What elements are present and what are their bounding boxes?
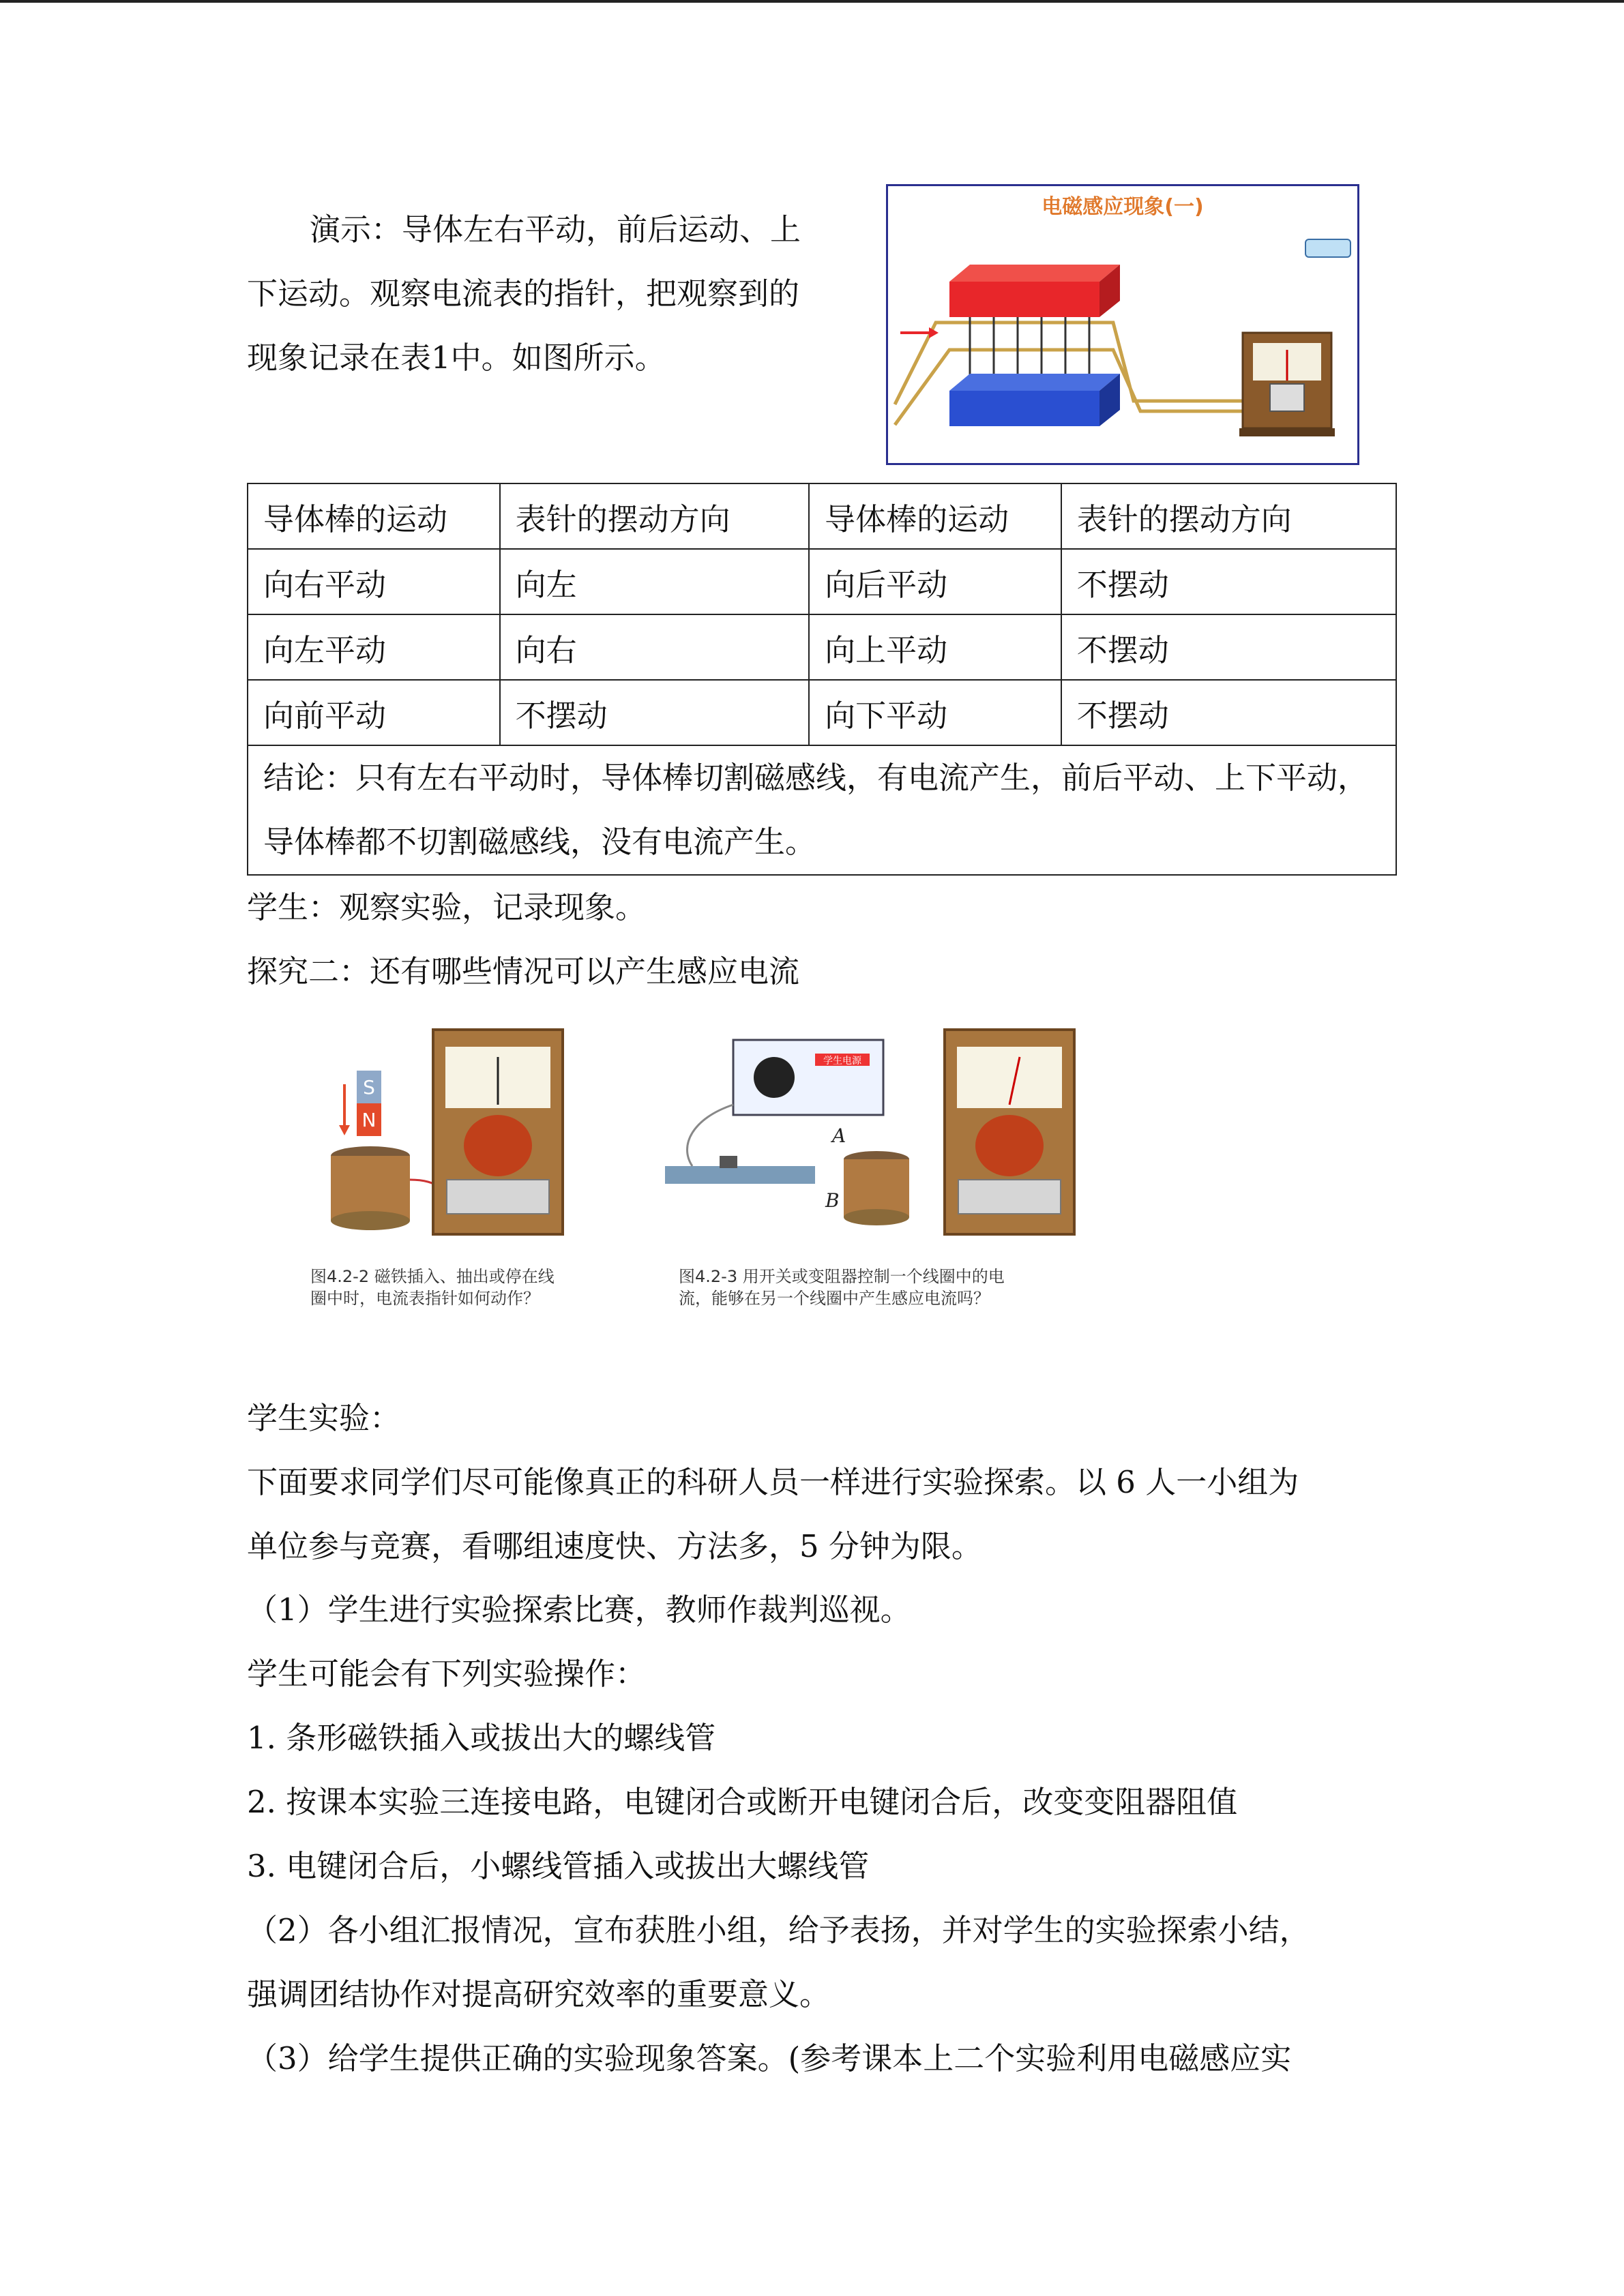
observation-table	[247, 483, 1397, 876]
demo-line-2: 下运动。观察电流表的指针，把观察到的	[247, 275, 800, 312]
caption-left-line2: 圈中时，电流表指针如何动作？	[310, 1289, 540, 1308]
power-dial-icon	[754, 1057, 795, 1098]
magnet-coil-experiment	[310, 1030, 563, 1308]
list-item-1: 1. 条形磁铁插入或拔出大的螺线管	[247, 1720, 716, 1756]
caption-left-line1: 图4.2-2 磁铁插入、抽出或停在线	[310, 1267, 555, 1286]
table-cell: 向下平动	[809, 680, 1061, 745]
paragraph-4: 学生可能会有下列实验操作：	[247, 1656, 647, 1692]
table-header-row	[248, 483, 1396, 549]
label-b: B	[825, 1189, 840, 1212]
list-item-3: 3. 电键闭合后，小螺线管插入或拔出大螺线管	[247, 1848, 870, 1884]
electromagnetic-induction-figure	[886, 184, 1359, 465]
experiment-figures	[310, 1023, 1088, 1309]
table-row	[248, 680, 1396, 745]
table-header-cell: 表针的摆动方向	[500, 483, 809, 549]
magnet-blue-block	[949, 391, 1099, 426]
experiment-illustrations	[310, 1023, 1088, 1309]
page-top-border	[0, 0, 1624, 3]
caption-right-line1: 图4.2-3 用开关或变阻器控制一个线圈中的电	[679, 1267, 1005, 1286]
table-cell: 不摆动	[1061, 680, 1396, 745]
demo-line-1: 演示：导体左右平动，前后运动、上	[310, 211, 801, 248]
magnet-top-face	[949, 265, 1120, 282]
table-header-cell: 导体棒的运动	[809, 483, 1061, 549]
table-row	[248, 549, 1396, 614]
table-cell: 向右平动	[248, 549, 500, 614]
paragraph-1: 下面要求同学们尽可能像真正的科研人员一样进行实验探索。以 6 人一小组为	[247, 1464, 1299, 1500]
table-header-cell: 导体棒的运动	[248, 483, 500, 549]
table-cell: 不摆动	[500, 680, 809, 745]
magnet-s-label: S	[363, 1076, 375, 1099]
rheostat	[665, 1166, 815, 1184]
table-cell: 向前平动	[248, 680, 500, 745]
student-observe-text: 学生：观察实验，记录现象。	[247, 889, 647, 925]
paragraph-7: （3）给学生提供正确的实验现象答案。(参考课本上二个实验利用电磁感应实	[247, 2040, 1292, 2076]
induction-apparatus-illustration	[888, 186, 1357, 463]
caption-right-line2: 流，能够在另一个线圈中产生感应电流吗？	[679, 1289, 990, 1308]
power-label: 学生电源	[823, 1056, 861, 1067]
table-cell: 向上平动	[809, 614, 1061, 680]
conclusion-cell: 结论：只有左右平动时，导体棒切割磁感线，有电流产生，前后平动、上下平动，导体棒都不切割磁感线，没有电流产生。	[248, 745, 1396, 875]
list-item-2: 2. 按课本实验三连接电路，电键闭合或断开电键闭合后，改变变阻器阻值	[247, 1784, 1238, 1820]
coil-body	[331, 1156, 410, 1221]
magnet-red-block	[949, 282, 1099, 317]
student-experiment-heading: 学生实验：	[247, 1400, 401, 1436]
paragraph-2: 单位参与竞赛，看哪组速度快、方法多，5 分钟为限。	[247, 1528, 982, 1564]
table-cell: 向右	[500, 614, 809, 680]
galvanometer-right-dial	[957, 1047, 1062, 1108]
paragraph-5: （2）各小组汇报情况，宣布获胜小组，给予表扬，并对学生的实验探索小结，	[247, 1912, 1310, 1948]
figure1-button-icon	[1305, 239, 1350, 257]
table-cell: 向后平动	[809, 549, 1061, 614]
table-cell: 向左平动	[248, 614, 500, 680]
magnet-bottom-face	[949, 374, 1120, 391]
demo-line-3: 现象记录在表1中。如图所示。	[247, 340, 666, 376]
paragraph-3: （1）学生进行实验探索比赛，教师作裁判巡视。	[247, 1592, 911, 1628]
magnet-n-label: N	[361, 1109, 377, 1131]
switch-rheostat-experiment	[665, 1030, 1074, 1308]
magnet-core	[464, 1115, 532, 1176]
figure1-title: 电磁感应现象(一)	[1042, 195, 1204, 219]
table-cell: 不摆动	[1061, 614, 1396, 680]
table-conclusion-row	[248, 745, 1396, 875]
demo-paragraph	[247, 198, 847, 390]
table-cell: 不摆动	[1061, 549, 1396, 614]
table-header-cell: 表针的摆动方向	[1061, 483, 1396, 549]
down-arrow-icon	[339, 1125, 350, 1135]
table-row	[248, 614, 1396, 680]
label-a: A	[832, 1124, 846, 1147]
explore-two-heading: 探究二：还有哪些情况可以产生感应电流	[247, 953, 800, 989]
paragraph-6: 强调团结协作对提高研究效率的重要意义。	[247, 1976, 831, 2012]
coil-right	[844, 1159, 909, 1217]
table-cell: 向左	[500, 549, 809, 614]
